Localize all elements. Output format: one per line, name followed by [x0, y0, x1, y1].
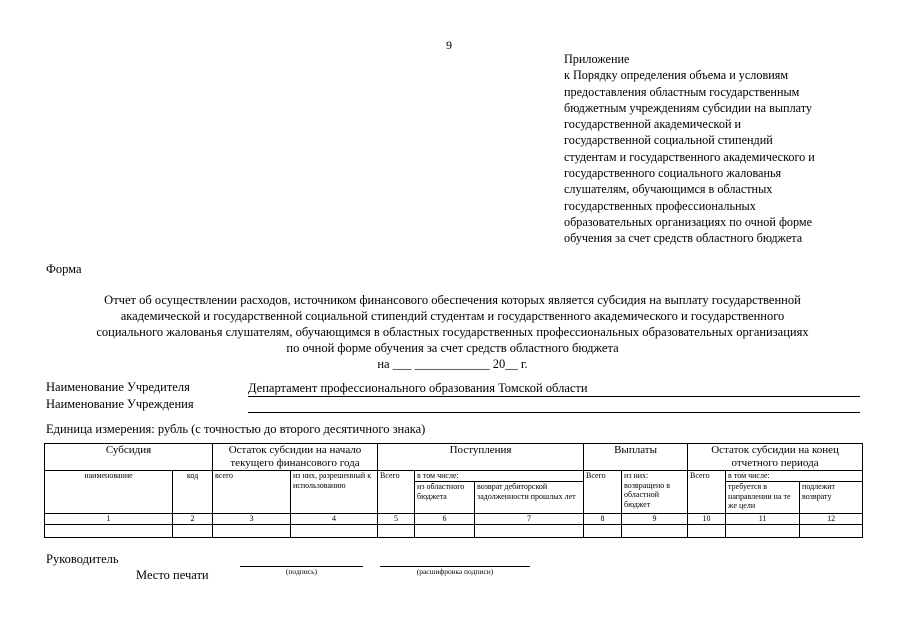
- appendix-line: государственных профессиональных: [564, 198, 756, 213]
- subheader-end-total: Всего: [688, 471, 726, 514]
- subheader-end-incl: в том числе:: [726, 471, 863, 482]
- appendix-line: студентам и государственного академического и: [564, 149, 815, 164]
- signature-decoding-caption: (расшифровка подписи): [416, 567, 494, 576]
- appendix-line: обучения за счет средств областного бюджета: [564, 231, 803, 246]
- table-cell[interactable]: [291, 525, 378, 538]
- subheader-name: наименование: [45, 471, 173, 514]
- institution-label: Наименование Учреждения: [46, 397, 194, 411]
- appendix-line: предоставления областным государственным: [564, 84, 800, 99]
- report-title-line: академической и государственной социальной стипендий студентам и государственного академического и государственного: [120, 309, 785, 323]
- column-number: 10: [688, 514, 726, 525]
- appendix-line: государственного социального жалованья: [564, 166, 782, 181]
- appendix-line: Приложение: [564, 52, 630, 66]
- subheader-from-budget: из областного бюджета: [415, 482, 475, 514]
- institution-field[interactable]: [248, 398, 860, 413]
- table-cell[interactable]: [800, 525, 863, 538]
- report-title-line: социального жалованья слушателям, обучающимся в областных государственных профессиональных образовательных организациях: [96, 325, 809, 339]
- founder-label: Наименование Учредителя: [46, 380, 190, 394]
- column-number: 6: [415, 514, 475, 525]
- report-date: на ___ ____________ 20__ г.: [377, 357, 528, 371]
- column-number: 8: [584, 514, 622, 525]
- table-cell[interactable]: [726, 525, 800, 538]
- column-number: 11: [726, 514, 800, 525]
- subheader-receivables: возврат дебиторской задолженности прошлых лет: [475, 482, 584, 514]
- subheader-total: всего: [213, 471, 291, 514]
- header-balance-start: Остаток субсидии на начало текущего финансового года: [213, 444, 378, 471]
- table-cell[interactable]: [622, 525, 688, 538]
- appendix-line: слушателям, обучающимся в областных: [564, 182, 773, 197]
- appendix-line: бюджетным учреждениям субсидии на выплату: [564, 100, 813, 115]
- appendix-line: государственной социальной стипендий: [564, 133, 773, 148]
- subheader-code: код: [173, 471, 213, 514]
- appendix-block: [564, 51, 864, 247]
- subheader-returned: из них: возвращено в областной бюджет: [622, 471, 688, 514]
- form-label: Форма: [46, 262, 82, 276]
- header-balance-end: Остаток субсидии на конец отчетного периода: [688, 444, 863, 471]
- header-subsidy: Субсидия: [45, 444, 213, 471]
- report-title: [30, 292, 875, 356]
- report-table: [44, 443, 863, 538]
- table-cell[interactable]: [213, 525, 291, 538]
- column-number: 5: [378, 514, 415, 525]
- table-cell[interactable]: [173, 525, 213, 538]
- column-number: 12: [800, 514, 863, 525]
- column-number: 3: [213, 514, 291, 525]
- appendix-line: образовательных организациях по очной форме: [564, 214, 812, 229]
- table-cell[interactable]: [45, 525, 173, 538]
- header-receipts: Поступления: [378, 444, 584, 471]
- table-row: [45, 525, 863, 538]
- signature-caption: (подпись): [285, 567, 318, 576]
- subheader-payments-total: Всего: [584, 471, 622, 514]
- subheader-to-return: подлежит возврату: [800, 482, 863, 514]
- head-label: Руководитель: [46, 552, 119, 566]
- stamp-label: Место печати: [136, 568, 209, 582]
- report-title-line: Отчет об осуществлении расходов, источником финансового обеспечения которых является субсидия на выплату государственной: [104, 293, 801, 307]
- subheader-receipts-total: Всего: [378, 471, 415, 514]
- column-number: 1: [45, 514, 173, 525]
- table-cell[interactable]: [584, 525, 622, 538]
- page-number: 9: [446, 38, 452, 52]
- column-number: 2: [173, 514, 213, 525]
- report-title-line: по очной форме обучения за счет средств областного бюджета: [286, 341, 619, 355]
- subheader-needed: требуется в направлении на те же цели: [726, 482, 800, 514]
- appendix-line: государственной академической и: [564, 117, 742, 132]
- subheader-permitted: из них, разрешенный к использованию: [291, 471, 378, 514]
- subheader-receipts-incl: в том числе:: [415, 471, 584, 482]
- unit-of-measure: Единица измерения: рубль (с точностью до второго десятичного знака): [46, 422, 426, 436]
- column-number: 4: [291, 514, 378, 525]
- table-cell[interactable]: [475, 525, 584, 538]
- column-number: 9: [622, 514, 688, 525]
- appendix-line: к Порядку определения объема и условиям: [564, 68, 789, 83]
- table-cell[interactable]: [378, 525, 415, 538]
- header-payments: Выплаты: [584, 444, 688, 471]
- founder-field[interactable]: Департамент профессионального образования Томской области: [248, 382, 860, 397]
- table-cell[interactable]: [415, 525, 475, 538]
- column-number: 7: [475, 514, 584, 525]
- table-cell[interactable]: [688, 525, 726, 538]
